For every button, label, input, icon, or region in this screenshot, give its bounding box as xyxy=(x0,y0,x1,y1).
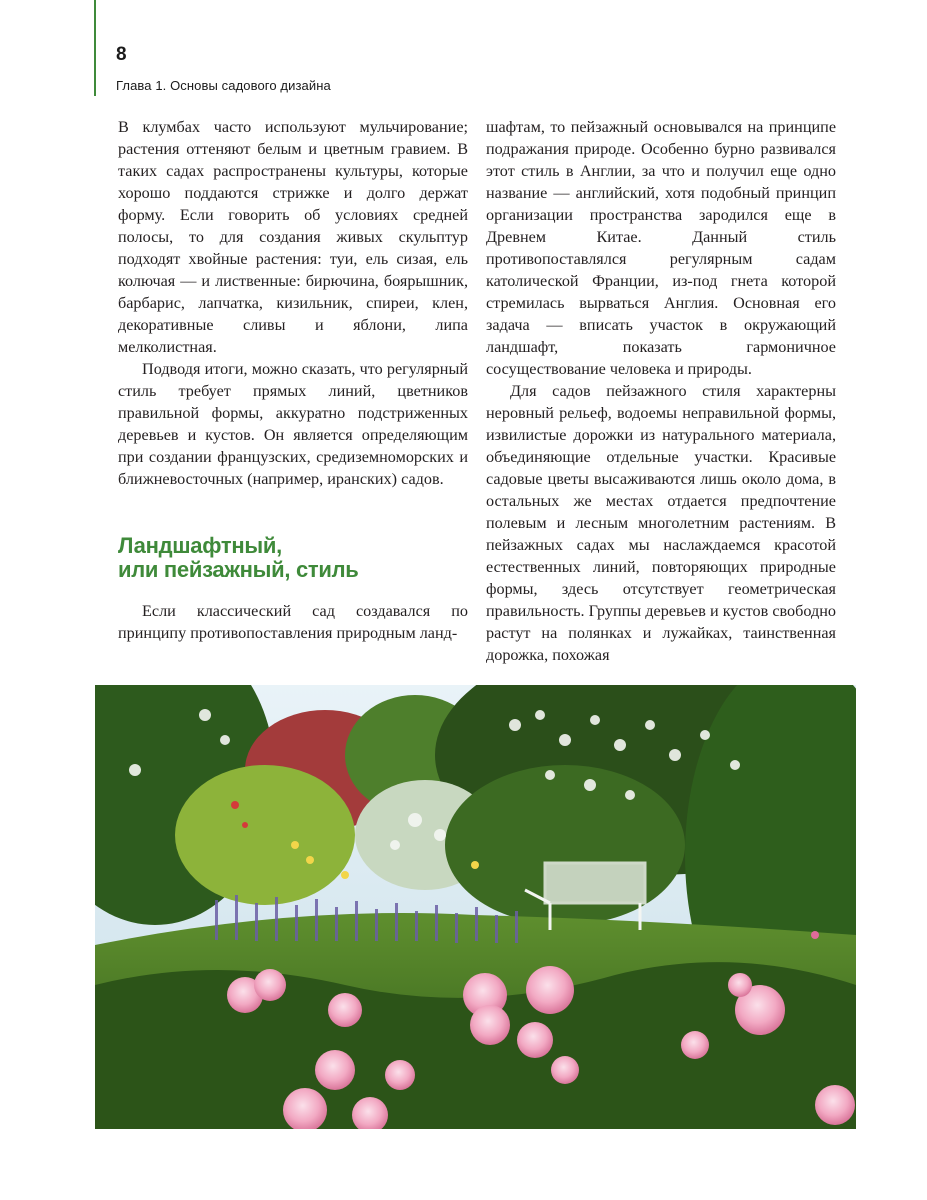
header-accent-line xyxy=(94,0,96,96)
garden-photo xyxy=(95,685,856,1129)
page-number: 8 xyxy=(116,44,127,65)
paragraph-landscape-origin: шафтам, то пейзажный основывался на принципе подражания природе. Особенно бурно развивался этот стиль в Англии, за что и получил еще одно название — английский, хотя подобный принцип организации пространства зародился еще в Древнем Китае. Данный стиль противопоставлялся регулярным садам католической Франции, из-под гнета которой стремилась вырваться Англия. Основная его задача — вписать участок в окружающий ландшафт, показать гармоничное сосуществование человека и природы. xyxy=(486,118,836,378)
chapter-running-head: Глава 1. Основы садового дизайна xyxy=(116,78,331,93)
garden-photo-illustration xyxy=(95,685,856,1129)
section-heading-line-2: или пейзажный, стиль xyxy=(118,557,359,582)
left-text-column xyxy=(118,116,468,644)
section-heading-landscape-style xyxy=(118,534,468,582)
paragraph-summary: Подводя итоги, можно сказать, что регулярный стиль требует прямых линий, цветников правильной формы, аккуратно подстриженных деревьев и кустов. Он является определяющим при создании французских, средиземноморских и ближневосточных (например, иранских) садов. xyxy=(118,360,468,488)
section-heading-line-1: Ландшафтный, xyxy=(118,533,282,558)
paragraph-landscape-features: Для садов пейзажного стиля характерны неровный рельеф, водоемы неправильной формы, извилистые дорожки из натурального материала, объединяющие отдельные участки. Красивые садовые цветы высаживаются лишь около дома, в остальных же местах отдается предпочтение полевым и лесным многолетним растениям. В пейзажных садах мы наслаждаемся красотой естественных линий, повторяющих природные формы, здесь отсутствует геометрическая правильность. Группы деревьев и кустов свободно растут на полянках и лужайках, таинственная дорожка, похожая xyxy=(486,382,836,664)
paragraph-mulching: В клумбах часто используют мульчирование; растения оттеняют белым и цветным гравием. В таких садах распространены культуры, которые хорошо поддаются стрижке и долго держат форму. Если говорить об условиях средней полосы, то для создания живых скульптур подходят хвойные растения: туи, ель сизая, ель колючая — и лиственные: бирючина, боярышник, барбарис, лапчатка, кизильник, спиреи, клен, декоративные сливы и яблони, липа мелколистная. xyxy=(118,118,468,356)
right-text-column xyxy=(486,116,836,666)
paragraph-classic-garden: Если классический сад создавался по принципу противопоставления природным ланд- xyxy=(118,602,468,642)
